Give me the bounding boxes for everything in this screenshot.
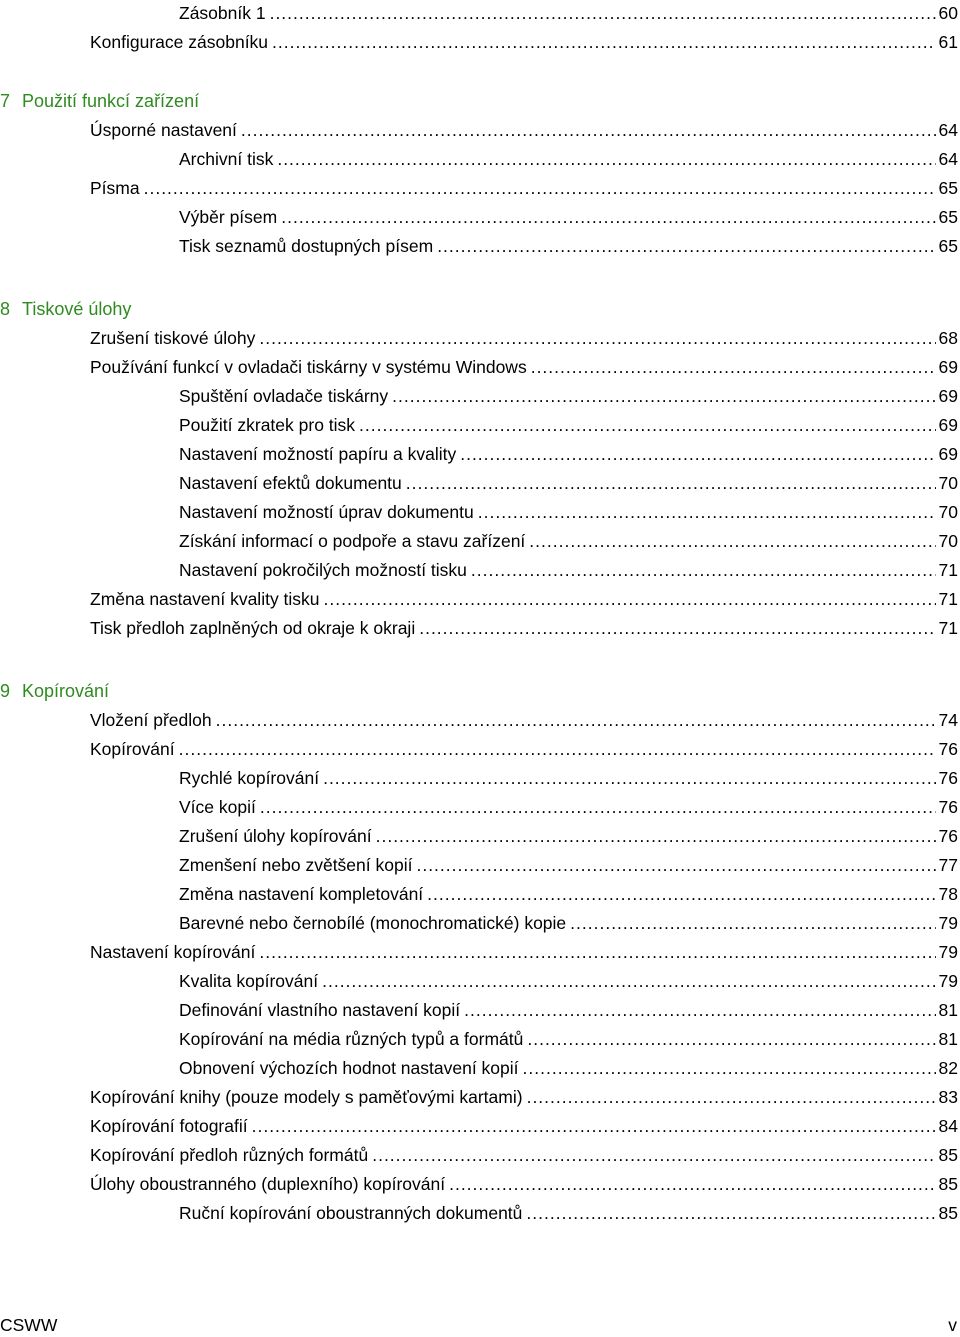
toc-entry[interactable] <box>179 528 958 554</box>
toc-entry[interactable] <box>90 1113 958 1139</box>
dot-leader <box>406 470 936 496</box>
toc-entry-label: Tisk seznamů dostupných písem <box>179 236 434 256</box>
toc-page-number: 78 <box>938 884 958 904</box>
toc-entry-label: Kvalita kopírování <box>179 971 319 991</box>
toc-page-number: 79 <box>938 942 958 962</box>
toc-page-number: 71 <box>938 589 958 609</box>
toc-page-number: 70 <box>938 531 958 551</box>
toc-entry-label: Ruční kopírování oboustranných dokumentů <box>179 1203 523 1223</box>
dot-leader <box>252 1113 936 1139</box>
toc-page-number: 60 <box>938 3 958 23</box>
toc-entry[interactable] <box>179 794 958 820</box>
toc-entry[interactable] <box>90 586 958 612</box>
dot-leader <box>570 910 935 936</box>
chapter-title: Použití funkcí zařízení <box>22 91 200 111</box>
toc-entry[interactable] <box>179 1026 958 1052</box>
toc-entry[interactable] <box>179 1055 958 1081</box>
toc-entry[interactable] <box>179 0 958 26</box>
dot-leader <box>529 528 935 554</box>
toc-entry-label: Kopírování na média různých typů a formátů <box>179 1029 524 1049</box>
chapter-title: Tiskové úlohy <box>22 299 132 319</box>
toc-entry-label: Kopírování <box>90 739 175 759</box>
toc-entry-label: Rychlé kopírování <box>179 768 320 788</box>
toc-entry[interactable] <box>90 707 958 733</box>
toc-entry-label: Kopírování předloh různých formátů <box>90 1145 369 1165</box>
toc-entry[interactable] <box>179 557 958 583</box>
dot-leader <box>416 852 935 878</box>
toc-page-number: 69 <box>938 357 958 377</box>
toc-page-number: 69 <box>938 386 958 406</box>
toc-entry[interactable] <box>179 233 958 259</box>
toc-page-number: 85 <box>938 1203 958 1223</box>
toc-entry-label: Kopírování fotografií <box>90 1116 248 1136</box>
toc-entry-label: Tisk předloh zaplněných od okraje k okraji <box>90 618 416 638</box>
chapter-heading[interactable] <box>0 295 131 323</box>
toc-entry[interactable] <box>179 204 958 230</box>
toc-page-number: 83 <box>938 1087 958 1107</box>
dot-leader <box>281 204 935 230</box>
toc-entry[interactable] <box>90 736 958 762</box>
toc-entry-label: Výběr písem <box>179 207 278 227</box>
dot-leader <box>144 175 936 201</box>
chapter-number: 7 <box>0 91 11 111</box>
toc-page-number: 71 <box>938 618 958 638</box>
toc-entry[interactable] <box>90 29 958 55</box>
toc-page-number: 65 <box>938 207 958 227</box>
toc-entry[interactable] <box>179 383 958 409</box>
dot-leader <box>270 0 936 26</box>
dot-leader <box>419 615 935 641</box>
toc-entry[interactable] <box>90 354 958 380</box>
toc-entry[interactable] <box>179 412 958 438</box>
toc-entry-label: Zmenšení nebo zvětšení kopií <box>179 855 413 875</box>
toc-entry-label: Změna nastavení kvality tisku <box>90 589 320 609</box>
toc-page-number: 85 <box>938 1145 958 1165</box>
dot-leader <box>449 1171 935 1197</box>
toc-entry-label: Nastavení pokročilých možností tisku <box>179 560 467 580</box>
toc-page-number: 68 <box>938 328 958 348</box>
toc-entry-label: Změna nastavení kompletování <box>179 884 424 904</box>
toc-entry[interactable] <box>179 470 958 496</box>
toc-entry-label: Nastavení možností papíru a kvality <box>179 444 457 464</box>
dot-leader <box>216 707 936 733</box>
chapter-number: 8 <box>0 299 11 319</box>
toc-entry-label: Používání funkcí v ovladači tiskárny v systému Windows <box>90 357 527 377</box>
toc-entry-label: Definování vlastního nastavení kopií <box>179 1000 461 1020</box>
dot-leader <box>260 794 936 820</box>
toc-entry-label: Obnovení výchozích hodnot nastavení kopií <box>179 1058 519 1078</box>
dot-leader <box>323 765 935 791</box>
toc-page-number: 84 <box>938 1116 958 1136</box>
dot-leader <box>272 29 935 55</box>
dot-leader <box>179 736 936 762</box>
toc-page-number: 71 <box>938 560 958 580</box>
toc-page-number: 79 <box>938 971 958 991</box>
toc-page-number: 65 <box>938 178 958 198</box>
dot-leader <box>277 146 935 172</box>
toc-entry[interactable] <box>179 910 958 936</box>
toc-entry[interactable] <box>90 117 958 143</box>
toc-entry-label: Zásobník 1 <box>179 3 266 23</box>
toc-entry-label: Úlohy oboustranného (duplexního) kopírování <box>90 1174 446 1194</box>
toc-entry-label: Použití zkratek pro tisk <box>179 415 356 435</box>
toc-page-number: 76 <box>938 797 958 817</box>
toc-entry-label: Písma <box>90 178 140 198</box>
footer-page-number: v <box>948 1315 957 1335</box>
toc-entry-label: Spuštění ovladače tiskárny <box>179 386 389 406</box>
toc-page-number: 65 <box>938 236 958 256</box>
footer-left: CSWW <box>0 1315 58 1335</box>
toc-page-number: 82 <box>938 1058 958 1078</box>
toc-page-number: 81 <box>938 1000 958 1020</box>
dot-leader <box>464 997 935 1023</box>
dot-leader <box>376 823 936 849</box>
toc-page-number: 77 <box>938 855 958 875</box>
toc-entry[interactable] <box>179 852 958 878</box>
dot-leader <box>324 586 936 612</box>
toc-entry[interactable] <box>90 1171 958 1197</box>
toc-entry[interactable] <box>90 1084 958 1110</box>
dot-leader <box>259 325 935 351</box>
toc-page-number: 76 <box>938 826 958 846</box>
toc-page-number: 64 <box>938 120 958 140</box>
toc-entry[interactable] <box>179 765 958 791</box>
toc-entry[interactable] <box>90 939 958 965</box>
toc-page-number: 85 <box>938 1174 958 1194</box>
toc-entry[interactable] <box>90 615 958 641</box>
dot-leader <box>531 354 936 380</box>
dot-leader <box>460 441 935 467</box>
toc-page-number: 69 <box>938 415 958 435</box>
chapter-heading[interactable] <box>0 87 199 115</box>
chapter-title: Kopírování <box>22 681 110 701</box>
dot-leader <box>392 383 935 409</box>
dot-leader <box>259 939 935 965</box>
dot-leader <box>322 968 935 994</box>
toc-entry-label: Úsporné nastavení <box>90 120 237 140</box>
toc-entry-label: Barevné nebo černobílé (monochromatické) kopie <box>179 913 567 933</box>
dot-leader <box>359 412 935 438</box>
toc-page-number: 69 <box>938 444 958 464</box>
toc-entry-label: Nastavení možností úprav dokumentu <box>179 502 474 522</box>
toc-entry-label: Archivní tisk <box>179 149 274 169</box>
toc-page-number: 76 <box>938 739 958 759</box>
dot-leader <box>471 557 936 583</box>
toc-page-number: 79 <box>938 913 958 933</box>
toc-page-number: 81 <box>938 1029 958 1049</box>
toc-entry[interactable] <box>179 441 958 467</box>
toc-entry[interactable] <box>90 1142 958 1168</box>
toc-entry[interactable] <box>179 499 958 525</box>
toc-page-number: 64 <box>938 149 958 169</box>
dot-leader <box>478 499 936 525</box>
toc-entry[interactable] <box>179 968 958 994</box>
dot-leader <box>241 117 936 143</box>
toc-page-number: 74 <box>938 710 958 730</box>
toc-entry[interactable] <box>179 146 958 172</box>
toc-entry-label: Vložení předloh <box>90 710 212 730</box>
toc-entry-label: Nastavení efektů dokumentu <box>179 473 402 493</box>
toc-entry-label: Konfigurace zásobníku <box>90 32 269 52</box>
toc-entry[interactable] <box>90 175 958 201</box>
toc-page-number: 70 <box>938 502 958 522</box>
toc-page-number: 70 <box>938 473 958 493</box>
toc-entry[interactable] <box>179 1200 958 1226</box>
dot-leader <box>437 233 935 259</box>
toc-entry-label: Zrušení úlohy kopírování <box>179 826 372 846</box>
toc-entry-label: Kopírování knihy (pouze modely s paměťovými kartami) <box>90 1087 523 1107</box>
toc-entry[interactable] <box>90 325 958 351</box>
toc-page-number: 76 <box>938 768 958 788</box>
toc-entry-label: Více kopií <box>179 797 256 817</box>
dot-leader <box>372 1142 935 1168</box>
dot-leader <box>527 1026 935 1052</box>
dot-leader <box>527 1084 936 1110</box>
chapter-heading[interactable] <box>0 677 109 705</box>
toc-page-number: 61 <box>938 32 958 52</box>
toc-entry-label: Získání informací o podpoře a stavu zařízení <box>179 531 526 551</box>
toc-entry[interactable] <box>179 997 958 1023</box>
toc-entry[interactable] <box>179 881 958 907</box>
dot-leader <box>526 1200 935 1226</box>
toc-entry[interactable] <box>179 823 958 849</box>
dot-leader <box>523 1055 936 1081</box>
chapter-number: 9 <box>0 681 11 701</box>
dot-leader <box>427 881 935 907</box>
toc-entry-label: Zrušení tiskové úlohy <box>90 328 256 348</box>
toc-entry-label: Nastavení kopírování <box>90 942 256 962</box>
